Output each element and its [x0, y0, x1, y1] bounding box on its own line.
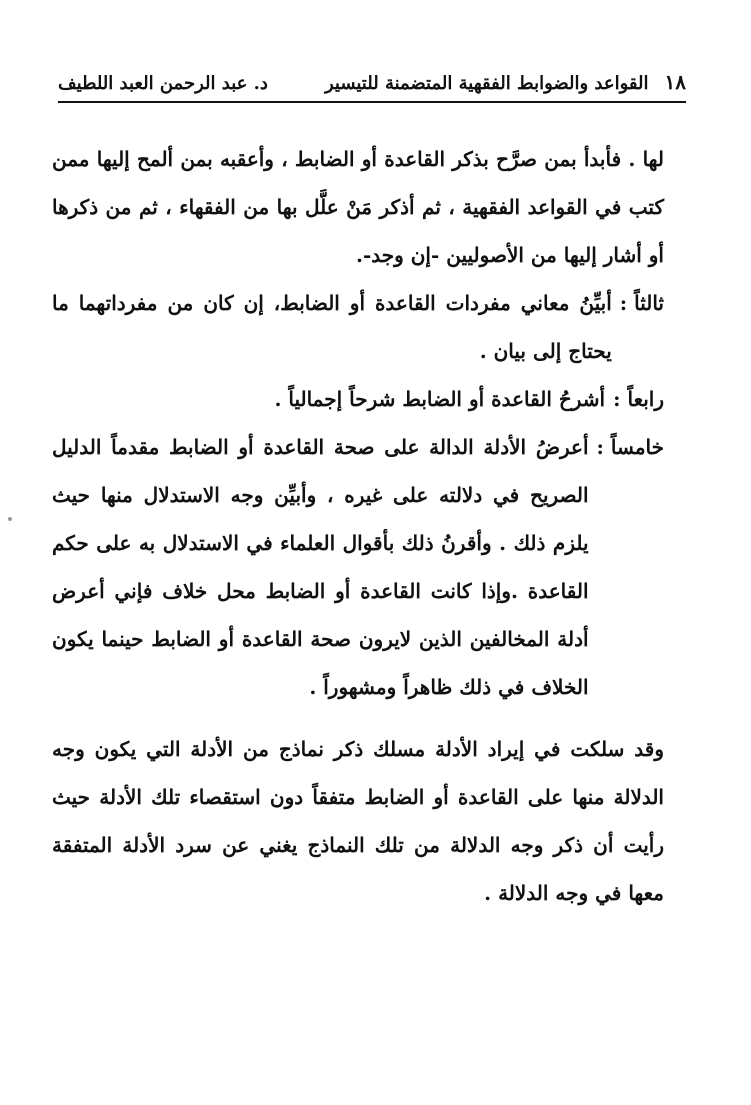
- item-fifth-lead: خامساً :: [596, 435, 664, 459]
- item-fourth: [52, 375, 664, 423]
- paragraph-continuation: لها . فأبدأ بمن صرَّح بذكر القاعدة أو الضابط ، وأعقبه بمن ألمح إليها ممن كتب في القواعد الفقهية ، ثم أذكر مَنْ علَّل بها من الفقهاء ، ثم من ذكرها أو أشار إليها من الأصوليين -إن وجد-.: [52, 147, 664, 267]
- scan-speck: [8, 517, 12, 521]
- item-fifth: [52, 423, 664, 711]
- book-title: القواعد والضوابط الفقهية المتضمنة للتيسير: [324, 73, 649, 94]
- author-name: د. عبد الرحمن العبد اللطيف: [58, 73, 268, 94]
- page-number: ١٨: [664, 70, 686, 94]
- header-right-group: [325, 70, 686, 94]
- item-third-lead: ثالثاً :: [619, 291, 664, 315]
- item-fifth-text: أعرضُ الأدلة الدالة على صحة القاعدة أو الضابط مقدماً الدليل الصريح في دلالته على غيره ، وأبيِّن وجه الاستدلال منها حيث يلزم ذلك . وأقرنُ ذلك بأقوال العلماء في الاستدلال به على حكم القاعدة .وإذا كانت القاعدة أو الضابط محل خلاف فإني أعرض أدلة المخالفين الذين لايرون صحة القاعدة أو الضابط حينما يكون الخلاف في ذلك ظاهراً ومشهوراً .: [52, 435, 589, 699]
- item-fourth-text: أشرحُ القاعدة أو الضابط شرحاً إجمالياً .: [274, 387, 606, 411]
- paragraph-gap: [52, 711, 664, 725]
- running-header: [58, 60, 686, 94]
- item-third-text: أبيِّنُ معاني مفردات القاعدة أو الضابط، إن كان من مفرداتهما ما يحتاج إلى بيان .: [52, 291, 612, 363]
- item-fourth-lead: رابعاً :: [613, 387, 664, 411]
- page-body: [52, 135, 664, 917]
- paragraph-last: وقد سلكت في إيراد الأدلة مسلك ذكر نماذج من الأدلة التي يكون وجه الدلالة منها على القاعدة أو الضابط متفقاً دون استقصاء تلك الأدلة حيث رأيت أن ذكر وجه الدلالة من تلك النماذج يغني عن سرد الأدلة المتفقة معها في وجه الدلالة .: [52, 737, 664, 905]
- header-rule: [58, 101, 686, 103]
- item-third: [52, 279, 664, 375]
